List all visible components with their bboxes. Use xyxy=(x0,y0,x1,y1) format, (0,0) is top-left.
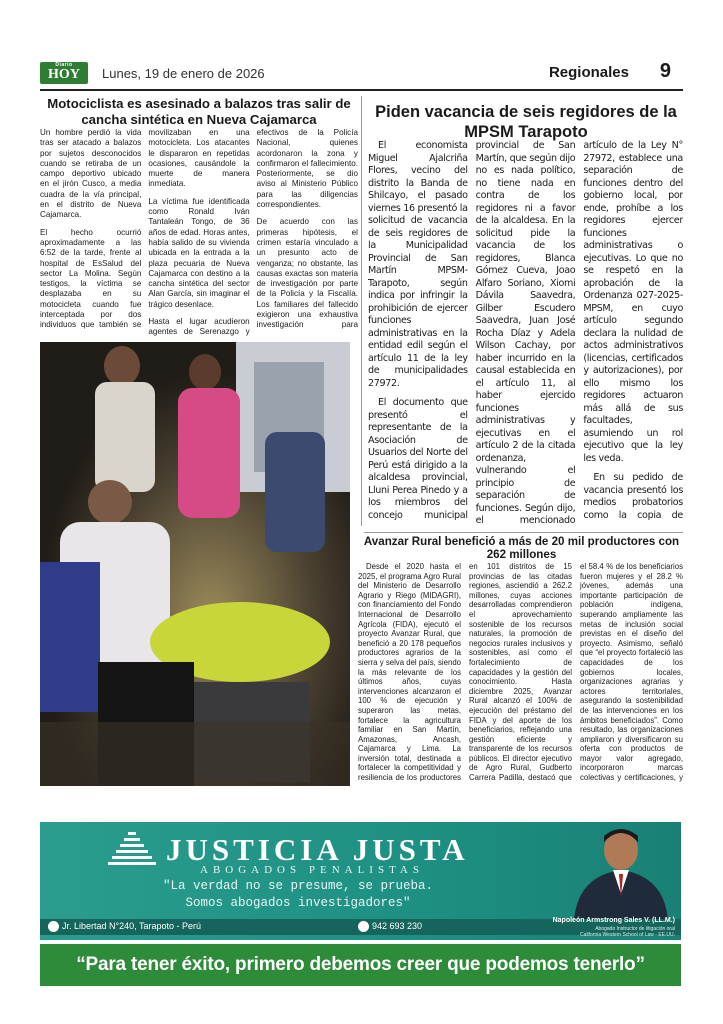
issue-date: Lunes, 19 de enero de 2026 xyxy=(102,66,265,81)
section-name: Regionales xyxy=(548,64,629,81)
header-rule xyxy=(40,89,683,91)
right-article-paragraph: El documento que presentó el representante de la Asociación de Usuarios del Norte del Perú está dirigido a la alcaldesa provincial, Lluni Perea Pinedo y a los miembros del concejo municipal provincial de San Martín, que según dijo no es nada político, no tiene nada en contra de los regidores ni a favor de la alcaldesa. En la solicitud pide la vacancia de los regidores, Blanca Gómez Cueva, Joao Alfaro Soriano, Xiomi Dávila Saavedra, Gilber Escudero Saavedra, Juan José Rocha Díaz y Adela Wilson Cachay, por haber incurrido en la causal establecida en el artículo 11, al haber ejercido funciones administrativas y ejecutivas en el artículo 2 de la citada ordenanza, vulnerando el principio de separación de funciones. Según dijo, el mencionado artículo de la Ley N° 27972, establece una separación de funciones dentro del gobierno local, por ende, prohíbe a los regidores ejercer funciones administrativas o ejecutivas. Lo que no se respetó en la aprobación de la Ordenanza 027-2025-MPSM, en cuyo artículo segundo declara la nulidad de actos administrativos (licencias, certificados y autorizaciones), por ello mismo los regidores actuaron más allá de sus facultades, asumiendo un rol ejecutivo que la ley les veda. xyxy=(368,140,683,526)
lawyer-portrait xyxy=(566,824,676,920)
ad-quote xyxy=(118,878,478,912)
crime-scene-photo xyxy=(40,342,350,786)
ad-person-name: Napoleón Armstrong Sales V. (LL.M.) xyxy=(552,917,675,924)
ad-person-credential: Abogado Instructor de litigación oral xyxy=(595,926,675,932)
left-article-body xyxy=(40,128,358,340)
ad-address: Jr. Libertad N°240, Tarapoto - Perú xyxy=(62,921,202,931)
logo-small-text: Diario xyxy=(55,62,73,68)
newspaper-logo xyxy=(40,62,88,84)
ad-tagline: ABOGADOS PENALISTAS xyxy=(200,864,424,876)
ad-brand-name: JUSTICIA JUSTA xyxy=(166,832,469,867)
left-article-headline: Motociclista es asesinado a balazos tras salir de cancha sintética en Nueva Cajamarca xyxy=(47,96,351,127)
photo-illustration xyxy=(40,342,350,786)
pyramid-logo-icon xyxy=(106,830,158,870)
right-article-paragraph: El economista Miguel Ajalcriña Flores, vecino del distrito la Banda de Shilcayo, el pasado viernes 16 presentó la solicitud de vacancia de seis regidores de la Municipalidad Provincial de San Martín MPSM-Tarapoto, según indica por infringir la prohibición de ejercer funciones administrativas en la entidad edil según el artículo 11 de la ley de municipalidades 27972. xyxy=(368,140,468,389)
law-firm-advertisement[interactable] xyxy=(40,822,681,940)
article-divider xyxy=(364,532,683,533)
left-article-paragraph: Un hombre perdió la vida tras ser atacado a balazos por sujetos desconocidos cuando se retiraba de un campo deportivo ubicado en el jirón Cusco, a media cuadra de la vía principal, en el distrito de Nueva Cajamarca. xyxy=(40,128,142,220)
right-article-headline: Piden vacancia de seis regidores de la MPSM Tarapoto xyxy=(375,103,677,141)
left-article-paragraph: La víctima fue identificada como Ronald Iván Tantaleán Tongo, de 36 años de edad. Horas antes, había salido de su vivienda ubicada en la entrada a la plaza pecuaria de Nueva Cajamarca con destino a la cancha sintética del sector Alan García, sin imaginar el trágico desenlace. xyxy=(148,196,250,309)
masthead xyxy=(40,60,683,86)
right-article-body xyxy=(368,140,683,528)
ad-phone[interactable]: 942 693 230 xyxy=(372,921,423,931)
whatsapp-icon xyxy=(358,921,369,932)
right-article-paragraph: En su pedido de vacancia presentó los medios probatorios como la copia de xyxy=(583,472,683,521)
left-article-paragraph: De acuerdo con las primeras hipótesis, el crimen estaría vinculado a un presunto acto de venganza; no obstante, las causas exactas son materia de investigación por parte de la Policía y la Fiscalía. Los familiares del fallecido exigieron una exhaustiva investigación para xyxy=(256,217,358,330)
ad-person-credential: California Western School of Law - EE.UU. xyxy=(580,932,675,938)
ad-quote-line: Somos abogados investigadores" xyxy=(185,896,411,910)
location-pin-icon xyxy=(48,921,59,932)
column-divider xyxy=(361,96,362,526)
left-article-paragraph: Hasta el lugar acudieron agentes de Serenazgo y efectivos de la Policía Nacional, quienes acordonaron la zona y confirmaron el fallecimiento. Posteriormente, se dio aviso al Ministerio Público para las diligencias correspondientes. xyxy=(148,128,358,337)
bottom-article-headline: Avanzar Rural benefició a más de 20 mil productores con 262 millones xyxy=(363,535,680,561)
page-number: 9 xyxy=(659,60,671,82)
logo-big-text: HOY xyxy=(48,67,80,82)
bottom-article-paragraph: Desde el 2020 hasta el 2025, el programa Agro Rural del Ministerio de Desarrollo Agrario y Riego (MIDAGRI), con financiamiento del Fondo Internacional de Desarrollo Agrícola (FIDA), ejecutó el proyecto Avanzar Rural, que benefició a 20 178 pequeños productores agrarios de la sierra y selva del país, siendo la más relevante de los últimos años, cuyas intervenciones alcanzaron el 100 % de ejecución y superaron las metas, fortalece la agricultura familiar en San Martín, Amazonas, Ancash, Cajamarca y Lima. La inversión total, destinada a fortalecer la competitividad y resiliencia de los productores en 101 distritos de 15 provincias de las citadas regiones, asciendió a 262.2 millones, cuyas acciones desarrolladas comprendieron el aprovechamiento sostenible de los recursos naturales, la promoción de negocios rurales inclusivos y sostenibles, así como el fortalecimiento de capacidades y la gestión del conocimiento. Hasta diciembre 2025, Avanzar Rural alcanzó el 100% de ejecución del préstamo del FIDA y del aporte de los beneficiarios, reflejando una gestión eficiente y transparente de los recursos públicos. El director ejecutivo de Agro Rural, Gudberto Carrera Padilla, destacó que el 58.4 % de los beneficiarios fueron mujeres y el 28.2 % jóvenes, además una importante participación de población indígena, superando ampliamente las metas de inclusión social previstas en el diseño del proyecto. Asimismo, señaló que “el proyecto fortaleció las capacidades de los gobiernos locales, organizaciones agrarias y actores territoriales, asegurando la sostenibilidad de las intervenciones en los ámbitos beneficiados”. Como resultado, las organizaciones ampliaron y diversificaron su oferta con productos de mayor valor agregado, incorporaron marcas colectivas y certificaciones, y xyxy=(358,562,683,783)
footer-motto: “Para tener éxito, primero debemos creer que podemos tenerlo” xyxy=(40,944,681,986)
bottom-article-body xyxy=(358,562,683,786)
ad-quote-line: "La verdad no se presume, se prueba. xyxy=(162,879,434,893)
left-article-paragraph: El hecho ocurrió aproximadamente a las 6:52 de la tarde, frente al hospital de EsSalud del sector La Molina. Según testigos, la víctima se desplazaba en su motocicleta cuando fue interceptada por dos individuos que también se movilizaban en una motocicleta. Los atacantes le dispararon en repetidas ocasiones, causándole la muerte de manera inmediata. xyxy=(40,128,250,330)
